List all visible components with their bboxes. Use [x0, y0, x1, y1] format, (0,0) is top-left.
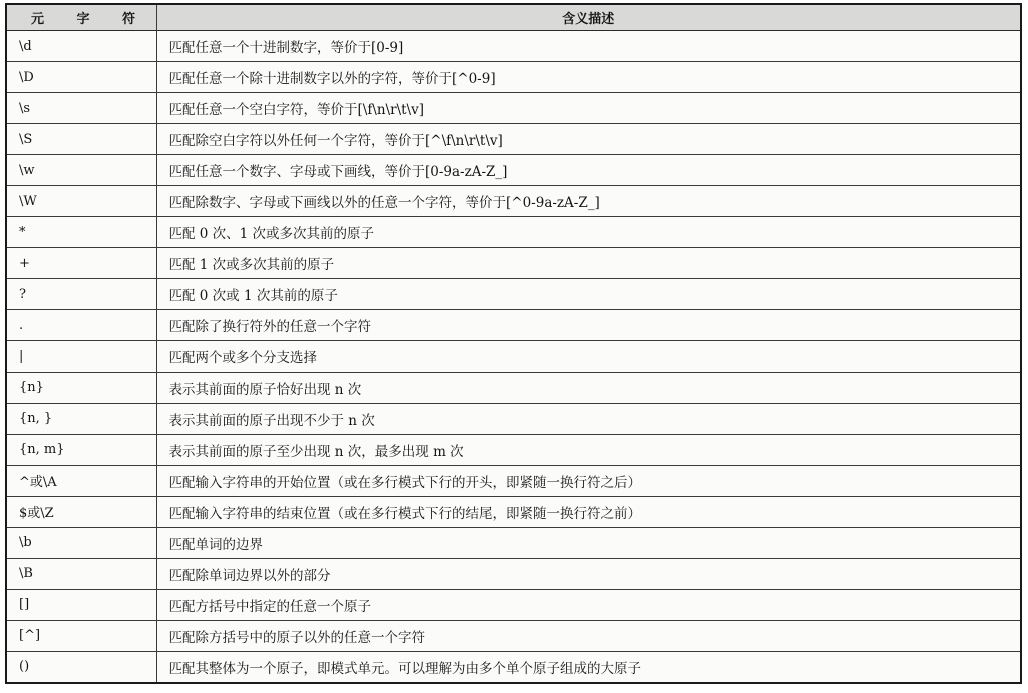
description-cell: 匹配方括号中指定的任意一个原子 — [156, 589, 1020, 620]
metacharacter-cell: [] — [7, 589, 156, 620]
description-cell: 匹配 0 次、1 次或多次其前的原子 — [156, 217, 1020, 248]
metacharacter-cell: . — [7, 310, 156, 341]
description-cell: 匹配输入字符串的结束位置（或在多行模式下行的结尾，即紧随一换行符之前） — [156, 496, 1020, 527]
metacharacter-cell: () — [7, 651, 156, 682]
table-row — [7, 465, 1020, 496]
description-cell: 表示其前面的原子出现不少于 n 次 — [156, 403, 1020, 434]
description-cell: 匹配除单词边界以外的部分 — [156, 558, 1020, 589]
description-cell: 匹配任意一个数字、字母或下画线，等价于[0-9a-zA-Z_] — [156, 155, 1020, 186]
table-row — [7, 496, 1020, 527]
table-row — [7, 558, 1020, 589]
table-row — [7, 31, 1020, 62]
metacharacter-cell: \W — [7, 186, 156, 217]
metacharacter-cell: {n} — [7, 372, 156, 403]
metacharacter-cell: * — [7, 217, 156, 248]
table-row — [7, 589, 1020, 620]
metacharacter-cell: \S — [7, 124, 156, 155]
description-cell: 匹配 1 次或多次其前的原子 — [156, 248, 1020, 279]
table-row — [7, 248, 1020, 279]
table-row — [7, 403, 1020, 434]
table-row — [7, 527, 1020, 558]
table-body — [7, 31, 1020, 683]
description-cell: 匹配 0 次或 1 次其前的原子 — [156, 279, 1020, 310]
metacharacter-cell: $或\Z — [7, 496, 156, 527]
description-cell: 匹配除空白字符以外任何一个字符，等价于[^\f\n\r\t\v] — [156, 124, 1020, 155]
description-cell: 匹配输入字符串的开始位置（或在多行模式下行的开头，即紧随一换行符之后） — [156, 465, 1020, 496]
description-cell: 匹配其整体为一个原子，即模式单元。可以理解为由多个单个原子组成的大原子 — [156, 651, 1020, 682]
metacharacter-cell: \b — [7, 527, 156, 558]
header-metacharacter: 元 字 符 — [7, 5, 156, 31]
header-description: 含义描述 — [156, 5, 1020, 31]
description-cell: 匹配任意一个除十进制数字以外的字符，等价于[^0-9] — [156, 62, 1020, 93]
table-header — [7, 5, 1020, 31]
metacharacter-cell: {n, } — [7, 403, 156, 434]
metacharacter-cell: | — [7, 341, 156, 372]
table-row — [7, 341, 1020, 372]
metacharacter-cell: [^] — [7, 620, 156, 651]
metacharacter-table — [7, 5, 1020, 682]
table-row — [7, 310, 1020, 341]
table-row — [7, 217, 1020, 248]
metacharacter-cell: {n, m} — [7, 434, 156, 465]
table-row — [7, 62, 1020, 93]
description-cell: 表示其前面的原子至少出现 n 次，最多出现 m 次 — [156, 434, 1020, 465]
table-row — [7, 620, 1020, 651]
metacharacter-cell: \d — [7, 31, 156, 62]
table-row — [7, 186, 1020, 217]
description-cell: 匹配两个或多个分支选择 — [156, 341, 1020, 372]
metacharacter-cell: \s — [7, 93, 156, 124]
metacharacter-cell: \D — [7, 62, 156, 93]
metacharacter-cell: \B — [7, 558, 156, 589]
table-row — [7, 372, 1020, 403]
table-row — [7, 279, 1020, 310]
description-cell: 表示其前面的原子恰好出现 n 次 — [156, 372, 1020, 403]
metacharacter-cell: ^或\A — [7, 465, 156, 496]
description-cell: 匹配单词的边界 — [156, 527, 1020, 558]
table-row — [7, 124, 1020, 155]
description-cell: 匹配除方括号中的原子以外的任意一个字符 — [156, 620, 1020, 651]
metacharacter-cell: \w — [7, 155, 156, 186]
header-row — [7, 5, 1020, 31]
table-row — [7, 651, 1020, 682]
table-row — [7, 434, 1020, 465]
table-row — [7, 155, 1020, 186]
description-cell: 匹配任意一个空白字符，等价于[\f\n\r\t\v] — [156, 93, 1020, 124]
table-row — [7, 93, 1020, 124]
metacharacter-cell: + — [7, 248, 156, 279]
description-cell: 匹配除了换行符外的任意一个字符 — [156, 310, 1020, 341]
description-cell: 匹配除数字、字母或下画线以外的任意一个字符，等价于[^0-9a-zA-Z_] — [156, 186, 1020, 217]
metacharacter-cell: ? — [7, 279, 156, 310]
description-cell: 匹配任意一个十进制数字，等价于[0-9] — [156, 31, 1020, 62]
metacharacter-table-frame — [5, 3, 1022, 684]
